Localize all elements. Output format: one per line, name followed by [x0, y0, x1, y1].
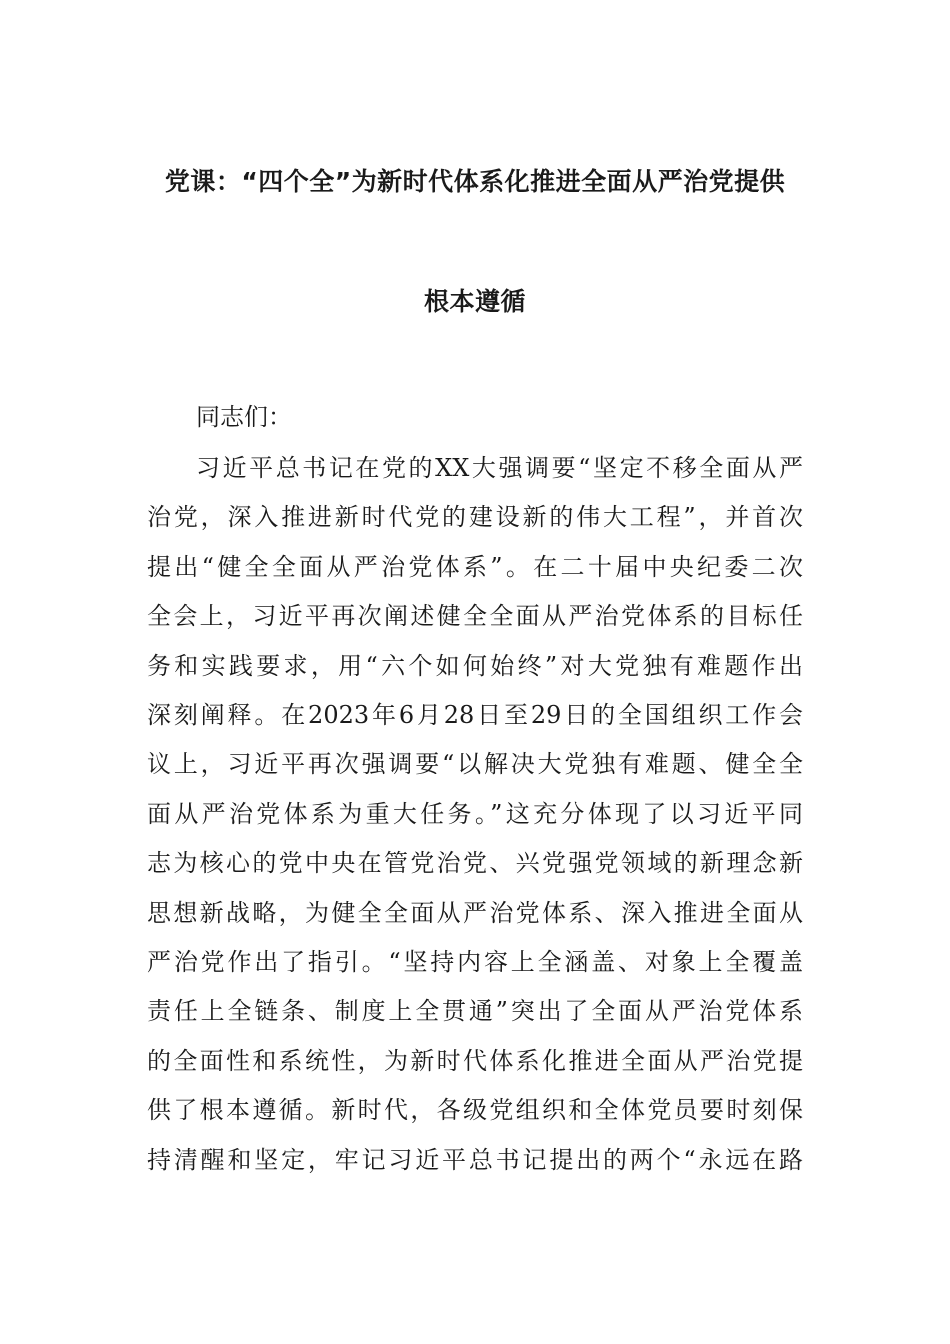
- body-line: 的全面性和系统性，为新时代体系化推进全面从严治党提: [147, 1046, 803, 1075]
- body-line: 供了根本遵循。新时代，各级党组织和全体党员要时刻保: [147, 1096, 803, 1125]
- document-title-line-1: 党课：“四个全”为新时代体系化推进全面从严治党提供: [164, 167, 786, 196]
- body-line: 习近平总书记在党的XX大强调要“坚定不移全面从严: [196, 454, 803, 482]
- body-line: 提出“健全全面从严治党体系”。在二十届中央纪委二次: [147, 552, 803, 581]
- body-line: 严治党作出了指引。“坚持内容上全涵盖、对象上全覆盖: [147, 948, 803, 976]
- body-line: 责任上全链条、制度上全贯通”突出了全面从严治党体系: [147, 997, 803, 1026]
- body-line: 志为核心的党中央在管党治党、兴党强党领域的新理念新: [147, 849, 803, 878]
- body-line: 持清醒和坚定，牢记习近平总书记提出的两个“永远在路: [147, 1145, 803, 1174]
- body-line: 思想新战略，为健全全面从严治党体系、深入推进全面从: [147, 898, 803, 927]
- greeting-text: 同志们：: [196, 403, 292, 431]
- body-line: 治党，深入推进新时代党的建设新的伟大工程”，并首次: [147, 503, 803, 532]
- body-line: 务和实践要求，用“六个如何始终”对大党独有难题作出: [147, 651, 803, 680]
- body-line: 面从严治党体系为重大任务。”这充分体现了以习近平同: [147, 799, 803, 828]
- body-line: 议上，习近平再次强调要“以解决大党独有难题、健全全: [147, 750, 803, 779]
- document-title-line-2: 根本遵循: [423, 287, 526, 316]
- body-line: 深刻阐释。在2023年6月28日至29日的全国组织工作会: [147, 701, 803, 729]
- body-line: 全会上，习近平再次阐述健全全面从严治党体系的目标任: [147, 602, 803, 631]
